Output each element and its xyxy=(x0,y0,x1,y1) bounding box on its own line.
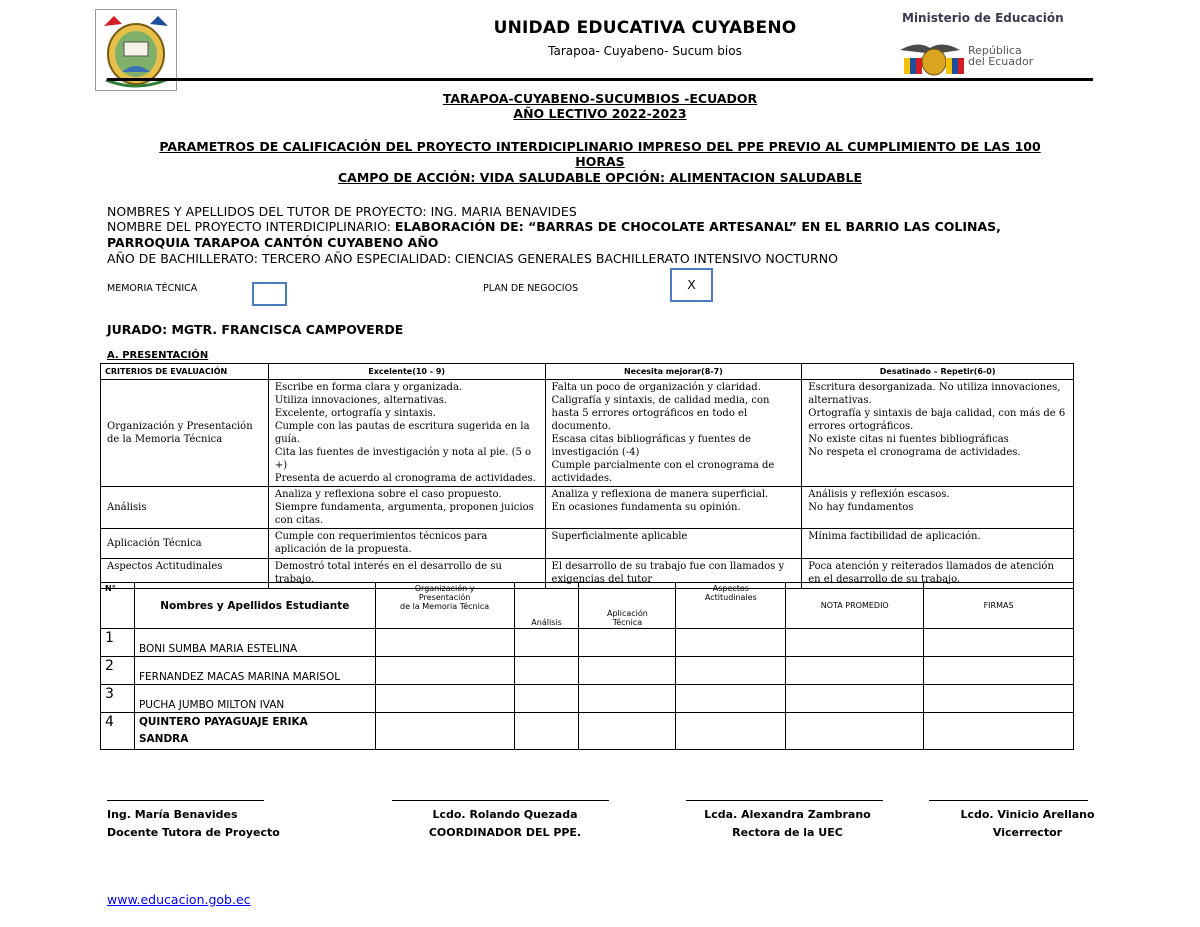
signer-role: Docente Tutora de Proyecto xyxy=(107,826,280,839)
excelente-cell: Demostró total interés en el desarrollo de su trabajo. xyxy=(268,559,545,589)
student-number: 1 xyxy=(101,629,135,657)
grade-cell[interactable] xyxy=(676,713,786,750)
criterion-cell: Aplicación Técnica xyxy=(101,529,269,559)
header-criteria: CRITERIOS DE EVALUACIÓN xyxy=(101,364,269,380)
signature-line xyxy=(929,800,1088,801)
header-student-name: Nombres y Apellidos Estudiante xyxy=(134,583,375,629)
params-title-line1: PARAMETROS DE CALIFICACIÓN DEL PROYECTO INTERDICIPLINARIO IMPRESO DEL PPE PREVIO AL CUMPLIMIENTO DE LAS 100 xyxy=(159,139,1041,154)
student-name: BONI SUMBA MARIA ESTELINA xyxy=(134,629,375,657)
student-name: QUINTERO PAYAGUAJE ERIKA SANDRA xyxy=(134,713,375,750)
grade-cell[interactable] xyxy=(579,629,676,657)
mejorar-cell: Superficialmente aplicable xyxy=(545,529,802,559)
plan-checkbox[interactable] xyxy=(670,268,713,302)
header-analisis: Análisis xyxy=(514,583,579,629)
signer-name: Lcdo. Vinicio Arellano xyxy=(960,808,1095,821)
signature-line xyxy=(392,800,609,801)
memoria-label: MEMORIA TÉCNICA xyxy=(107,283,198,294)
grade-cell[interactable] xyxy=(514,713,579,750)
student-number: 4 xyxy=(101,713,135,750)
excelente-cell: Cumple con requerimientos técnicos para aplicación de la propuesta. xyxy=(268,529,545,559)
grade-cell[interactable] xyxy=(579,657,676,685)
header-aplicacion: Aplicación Técnica xyxy=(579,583,676,629)
desatinado-cell: Mínima factibilidad de aplicación. xyxy=(802,529,1074,559)
header-actitudinales: Aspectos Actitudinales xyxy=(676,583,786,629)
excelente-cell: Analiza y reflexiona sobre el caso propuesto. Siempre fundamenta, argumenta, proponen juicios con citas. xyxy=(268,487,545,529)
table-row xyxy=(101,657,1074,685)
signature-cell[interactable] xyxy=(924,713,1074,750)
criterion-cell: Organización y Presentación de la Memoria Técnica xyxy=(101,380,269,487)
desatinado-cell: Poca atención y reiterados llamados de atención en el desarrollo de su trabajo. xyxy=(802,559,1074,589)
grade-cell[interactable] xyxy=(579,685,676,713)
average-cell[interactable] xyxy=(786,629,924,657)
grade-cell[interactable] xyxy=(676,685,786,713)
grade-cell[interactable] xyxy=(375,629,514,657)
signer-role: COORDINADOR DEL PPE. xyxy=(428,826,582,839)
student-number: 2 xyxy=(101,657,135,685)
republic-text: República del Ecuador xyxy=(968,44,1034,68)
ministry-name: Ministerio de Educación xyxy=(902,11,1064,25)
evaluation-table xyxy=(100,363,1074,589)
field-title: CAMPO DE ACCIÓN: VIDA SALUDABLE OPCIÓN: ALIMENTACION SALUDABLE xyxy=(337,170,862,185)
criterion-cell: Análisis xyxy=(101,487,269,529)
average-cell[interactable] xyxy=(786,685,924,713)
grade-cell[interactable] xyxy=(514,629,579,657)
signature-tutor xyxy=(107,806,280,842)
project-line xyxy=(107,219,1097,234)
signature-vicerrector xyxy=(955,806,1100,842)
desatinado-cell: Análisis y reflexión escasos. No hay fundamentos xyxy=(802,487,1074,529)
signer-role: Vicerrector xyxy=(992,826,1063,839)
student-name: PUCHA JUMBO MILTON IVAN xyxy=(134,685,375,713)
mejorar-cell: Falta un poco de organización y claridad. Caligrafía y sintaxis, de calidad media, con hasta 5 errores ortográficos en todo el documento. Escasa citas bibliográficas y fuentes de investigación (-4) Cumple parcialmente con el cronograma de actividades. xyxy=(545,380,802,487)
grade-cell[interactable] xyxy=(676,629,786,657)
header-excelente: Excelente(10 - 9) xyxy=(268,364,545,380)
params-title-line2: HORAS xyxy=(575,154,625,169)
grade-cell[interactable] xyxy=(514,657,579,685)
header-divider xyxy=(107,78,1093,81)
mejorar-cell: Analiza y reflexiona de manera superficial. En ocasiones fundamenta su opinión. xyxy=(545,487,802,529)
grade-cell[interactable] xyxy=(676,657,786,685)
desatinado-cell: Escritura desorganizada. No utiliza innovaciones, alternativas. Ortografía y sintaxis de baja calidad, con más de 6 errores ortográficos. No existe citas ni fuentes bibliográficas No respeta el cronograma de actividades. xyxy=(802,380,1074,487)
memoria-checkbox[interactable] xyxy=(252,282,287,306)
school-year-title: AÑO LECTIVO 2022-2023 xyxy=(513,106,687,121)
grade-cell[interactable] xyxy=(375,657,514,685)
website-link[interactable]: www.educacion.gob.ec xyxy=(107,892,251,907)
student-number: 3 xyxy=(101,685,135,713)
signature-line xyxy=(686,800,883,801)
project-title-cont: PARROQUIA TARAPOA CANTÓN CUYABENO AÑO xyxy=(107,235,439,250)
section-title: A. PRESENTACIÓN xyxy=(107,350,209,361)
average-cell[interactable] xyxy=(786,713,924,750)
mejorar-cell: El desarrollo de su trabajo fue con llamados y exigencias del tutor xyxy=(545,559,802,589)
grade-cell[interactable] xyxy=(579,713,676,750)
evaluation-header-row xyxy=(101,364,1074,380)
signer-name: Lcda. Alexandra Zambrano xyxy=(704,808,871,821)
signer-name: Lcdo. Rolando Quezada xyxy=(432,808,578,821)
student-name: FERNANDEZ MACAS MARINA MARISOL xyxy=(134,657,375,685)
ecuador-coat-of-arms-icon xyxy=(900,38,970,78)
students-header-row xyxy=(101,583,1074,629)
project-label: NOMBRE DEL PROYECTO INTERDICIPLINARIO: xyxy=(107,219,395,234)
header-number: N° xyxy=(101,583,135,629)
header-nota-promedio: NOTA PROMEDIO xyxy=(786,583,924,629)
signer-role: Rectora de la UEC xyxy=(732,826,843,839)
grade-cell[interactable] xyxy=(514,685,579,713)
grade-cell[interactable] xyxy=(375,685,514,713)
grade-cell[interactable] xyxy=(375,713,514,750)
students-table xyxy=(100,582,1074,750)
signature-coordinator xyxy=(420,806,590,842)
institution-header xyxy=(300,18,990,58)
tutor-line: NOMBRES Y APELLIDOS DEL TUTOR DE PROYECTO: ING. MARIA BENAVIDES xyxy=(107,204,577,219)
signature-line xyxy=(107,800,264,801)
header-organizacion: Organización y Presentación de la Memoria Técnica xyxy=(375,583,514,629)
table-row xyxy=(101,629,1074,657)
criterion-cell: Aspectos Actitudinales xyxy=(101,559,269,589)
average-cell[interactable] xyxy=(786,657,924,685)
signature-cell[interactable] xyxy=(924,657,1074,685)
institution-name: UNIDAD EDUCATIVA CUYABENO xyxy=(493,18,797,38)
table-row xyxy=(101,685,1074,713)
year-line: AÑO DE BACHILLERATO: TERCERO AÑO ESPECIALIDAD: CIENCIAS GENERALES BACHILLERATO INTENSIVO NOCTURNO xyxy=(107,251,838,266)
plan-label: PLAN DE NEGOCIOS xyxy=(483,283,579,294)
table-row xyxy=(101,529,1074,559)
table-row xyxy=(101,487,1074,529)
table-row xyxy=(101,380,1074,487)
project-title: ELABORACIÓN DE: “BARRAS DE CHOCOLATE ARTESANAL” EN EL BARRIO LAS COLINAS, xyxy=(394,219,1001,234)
plan-mark: X xyxy=(687,277,696,292)
region-title: TARAPOA-CUYABENO-SUCUMBIOS -ECUADOR xyxy=(442,91,758,106)
signature-cell[interactable] xyxy=(924,629,1074,657)
jurado-line: JURADO: MGTR. FRANCISCA CAMPOVERDE xyxy=(107,322,404,337)
header-desatinado: Desatinado – Repetir(6-0) xyxy=(802,364,1074,380)
table-row xyxy=(101,713,1074,750)
signature-cell[interactable] xyxy=(924,685,1074,713)
institution-location: Tarapoa- Cuyabeno- Sucum bios xyxy=(548,44,742,58)
header-mejorar: Necesita mejorar(8-7) xyxy=(545,364,802,380)
signer-name: Ing. María Benavides xyxy=(107,808,238,821)
header-firmas: FIRMAS xyxy=(924,583,1074,629)
excelente-cell: Escribe en forma clara y organizada. Utiliza innovaciones, alternativas. Excelente, ortografía y sintaxis. Cumple con las pautas de escritura sugerida en la guía. Cita las fuentes de investigación y nota al pie. (5 o +) Presenta de acuerdo al cronograma de actividades. xyxy=(268,380,545,487)
signature-rector xyxy=(700,806,875,842)
